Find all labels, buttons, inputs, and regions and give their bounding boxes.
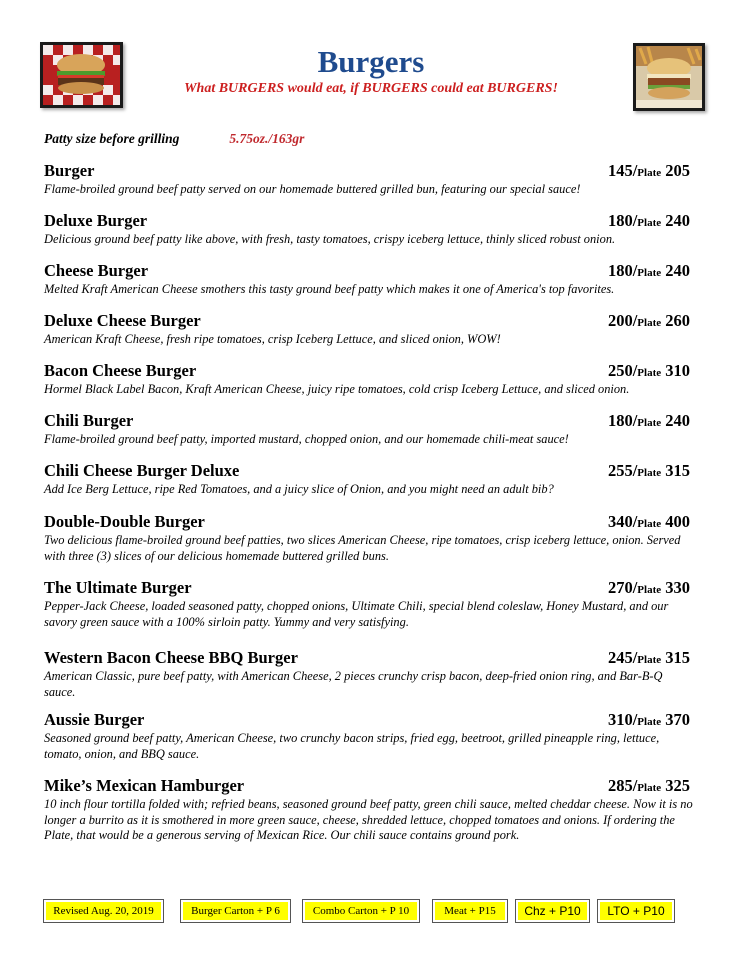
cheese-tag: Chz + P10 bbox=[515, 899, 590, 923]
item-price-single: 255/ bbox=[607, 461, 638, 480]
menu-item bbox=[44, 260, 694, 298]
patty-size-line bbox=[44, 130, 304, 148]
combo-carton-tag: Combo Carton + P 10 bbox=[302, 899, 420, 923]
item-price bbox=[608, 260, 690, 284]
item-price-plate: 400 bbox=[665, 512, 690, 531]
item-price-single: 245/ bbox=[607, 648, 638, 667]
item-price-plate: 325 bbox=[665, 776, 690, 795]
plate-label: Plate bbox=[637, 217, 662, 229]
item-price-single: 285/ bbox=[607, 776, 638, 795]
item-price-plate: 370 bbox=[665, 710, 690, 729]
revised-date-tag: Revised Aug. 20, 2019 bbox=[43, 899, 164, 923]
item-price-plate: 240 bbox=[665, 261, 690, 280]
item-price-plate: 315 bbox=[665, 461, 690, 480]
item-name: The Ultimate Burger bbox=[44, 578, 192, 597]
item-name: Cheese Burger bbox=[44, 261, 149, 280]
plate-label: Plate bbox=[637, 654, 662, 666]
lto-tag: LTO + P10 bbox=[597, 899, 675, 923]
item-price bbox=[608, 410, 690, 434]
burger-carton-tag: Burger Carton + P 6 bbox=[180, 899, 291, 923]
menu-item bbox=[44, 160, 694, 198]
item-price bbox=[608, 775, 690, 799]
plate-label: Plate bbox=[637, 267, 662, 279]
item-price bbox=[608, 160, 690, 184]
item-price-plate: 315 bbox=[665, 648, 690, 667]
item-name: Double-Double Burger bbox=[44, 512, 205, 531]
item-name: Chili Cheese Burger Deluxe bbox=[44, 461, 240, 480]
plate-label: Plate bbox=[637, 584, 662, 596]
item-description: Pepper-Jack Cheese, loaded seasoned patty, chopped onions, Ultimate Chili, special blend coleslaw, Honey Mustard, and our savory green sauce with a 100% sirloin patty. Yummy and very satisfying. bbox=[44, 599, 669, 629]
item-price bbox=[608, 577, 690, 601]
menu-item bbox=[44, 210, 694, 248]
menu-item bbox=[44, 410, 694, 448]
plate-label: Plate bbox=[637, 167, 662, 179]
item-price bbox=[608, 460, 690, 484]
item-description: 10 inch flour tortilla folded with; refried beans, seasoned ground beef patty, green chili sauce, melted cheddar cheese. Now it is no longer a burrito as it is smothered in more green sauce, cheese, shredded lettuce, chopped tomatoes and onions. If ordering the Plate, that would be a generous serving of Mexican Rice. Our chili sauce contains ground pork. bbox=[44, 797, 693, 842]
item-price-single: 145/ bbox=[607, 161, 638, 180]
item-description: American Kraft Cheese, fresh ripe tomatoes, crisp Iceberg Lettuce, and sliced onion, WOW! bbox=[44, 332, 501, 346]
item-description: Delicious ground beef patty like above, with fresh, tasty tomatoes, crispy iceberg lettuce, thinly sliced robust onion. bbox=[44, 232, 616, 246]
item-price-single: 180/ bbox=[607, 411, 638, 430]
item-price-single: 250/ bbox=[607, 361, 638, 380]
item-description: Hormel Black Label Bacon, Kraft American Cheese, juicy ripe tomatoes, cold crisp Iceberg Lettuce, and sliced onion. bbox=[44, 382, 630, 396]
item-price-single: 340/ bbox=[607, 512, 638, 531]
item-price bbox=[608, 210, 690, 234]
item-price bbox=[608, 511, 690, 535]
item-price-single: 270/ bbox=[607, 578, 638, 597]
item-description: Add Ice Berg Lettuce, ripe Red Tomatoes, and a juicy slice of Onion, and you might need an adult bib? bbox=[44, 482, 554, 496]
page-title: Burgers bbox=[317, 44, 425, 79]
item-price-single: 310/ bbox=[607, 710, 638, 729]
menu-item bbox=[44, 775, 694, 844]
plate-label: Plate bbox=[637, 716, 662, 728]
menu-item bbox=[44, 647, 694, 700]
item-price-single: 200/ bbox=[607, 311, 638, 330]
item-price-single: 180/ bbox=[607, 211, 638, 230]
item-name: Bacon Cheese Burger bbox=[44, 361, 197, 380]
meat-tag: Meat + P15 bbox=[432, 899, 508, 923]
menu-item bbox=[44, 310, 694, 348]
menu-item bbox=[44, 360, 694, 398]
plate-label: Plate bbox=[637, 367, 662, 379]
menu-item bbox=[44, 577, 694, 630]
item-price-plate: 240 bbox=[665, 211, 690, 230]
item-description: Seasoned ground beef patty, American Cheese, two crunchy bacon strips, fried egg, beetroot, grilled pineapple ring, lettuce, tomato, onion, and BBQ sauce. bbox=[44, 731, 660, 761]
item-description: Flame-broiled ground beef patty served on our homemade buttered grilled bun, featuring our special sauce! bbox=[44, 182, 581, 196]
item-price-plate: 205 bbox=[665, 161, 690, 180]
item-price bbox=[608, 647, 690, 671]
item-description: Melted Kraft American Cheese smothers this tasty ground beef patty which makes it one of America's top favorites. bbox=[44, 282, 615, 296]
item-name: Chili Burger bbox=[44, 411, 134, 430]
item-name: Western Bacon Cheese BBQ Burger bbox=[44, 648, 298, 667]
item-price-plate: 330 bbox=[665, 578, 690, 597]
patty-size-label: Patty size before grilling bbox=[44, 131, 180, 146]
plate-label: Plate bbox=[637, 467, 662, 479]
menu-item bbox=[44, 460, 694, 498]
item-description: Two delicious flame-broiled ground beef patties, two slices American Cheese, ripe tomatoes, crisp iceberg lettuce, onion. Served with three (3) slices of our delicious homemade buttered grilled buns. bbox=[44, 533, 681, 563]
page-subtitle: What BURGERS would eat, if BURGERS could eat BURGERS! bbox=[184, 81, 558, 96]
menu-item bbox=[44, 709, 694, 762]
item-description: Flame-broiled ground beef patty, imported mustard, chopped onion, and our homemade chili-meat sauce! bbox=[44, 432, 569, 446]
plate-label: Plate bbox=[637, 782, 662, 794]
item-name: Mike’s Mexican Hamburger bbox=[44, 776, 245, 795]
plate-label: Plate bbox=[637, 417, 662, 429]
item-name: Aussie Burger bbox=[44, 710, 145, 729]
item-name: Deluxe Cheese Burger bbox=[44, 311, 201, 330]
item-price-plate: 240 bbox=[665, 411, 690, 430]
item-price-single: 180/ bbox=[607, 261, 638, 280]
item-name: Deluxe Burger bbox=[44, 211, 148, 230]
item-price bbox=[608, 360, 690, 384]
menu-item bbox=[44, 511, 694, 564]
patty-size-value: 5.75oz./163gr bbox=[229, 131, 305, 146]
plate-label: Plate bbox=[637, 317, 662, 329]
item-price-plate: 260 bbox=[665, 311, 690, 330]
plate-label: Plate bbox=[637, 518, 662, 530]
item-price-plate: 310 bbox=[665, 361, 690, 380]
item-price bbox=[608, 310, 690, 334]
item-name: Burger bbox=[44, 161, 95, 180]
item-price bbox=[608, 709, 690, 733]
item-description: American Classic, pure beef patty, with American Cheese, 2 pieces crunchy crisp bacon, deep-fried onion ring, and Bar-B-Q sauce. bbox=[44, 669, 663, 699]
